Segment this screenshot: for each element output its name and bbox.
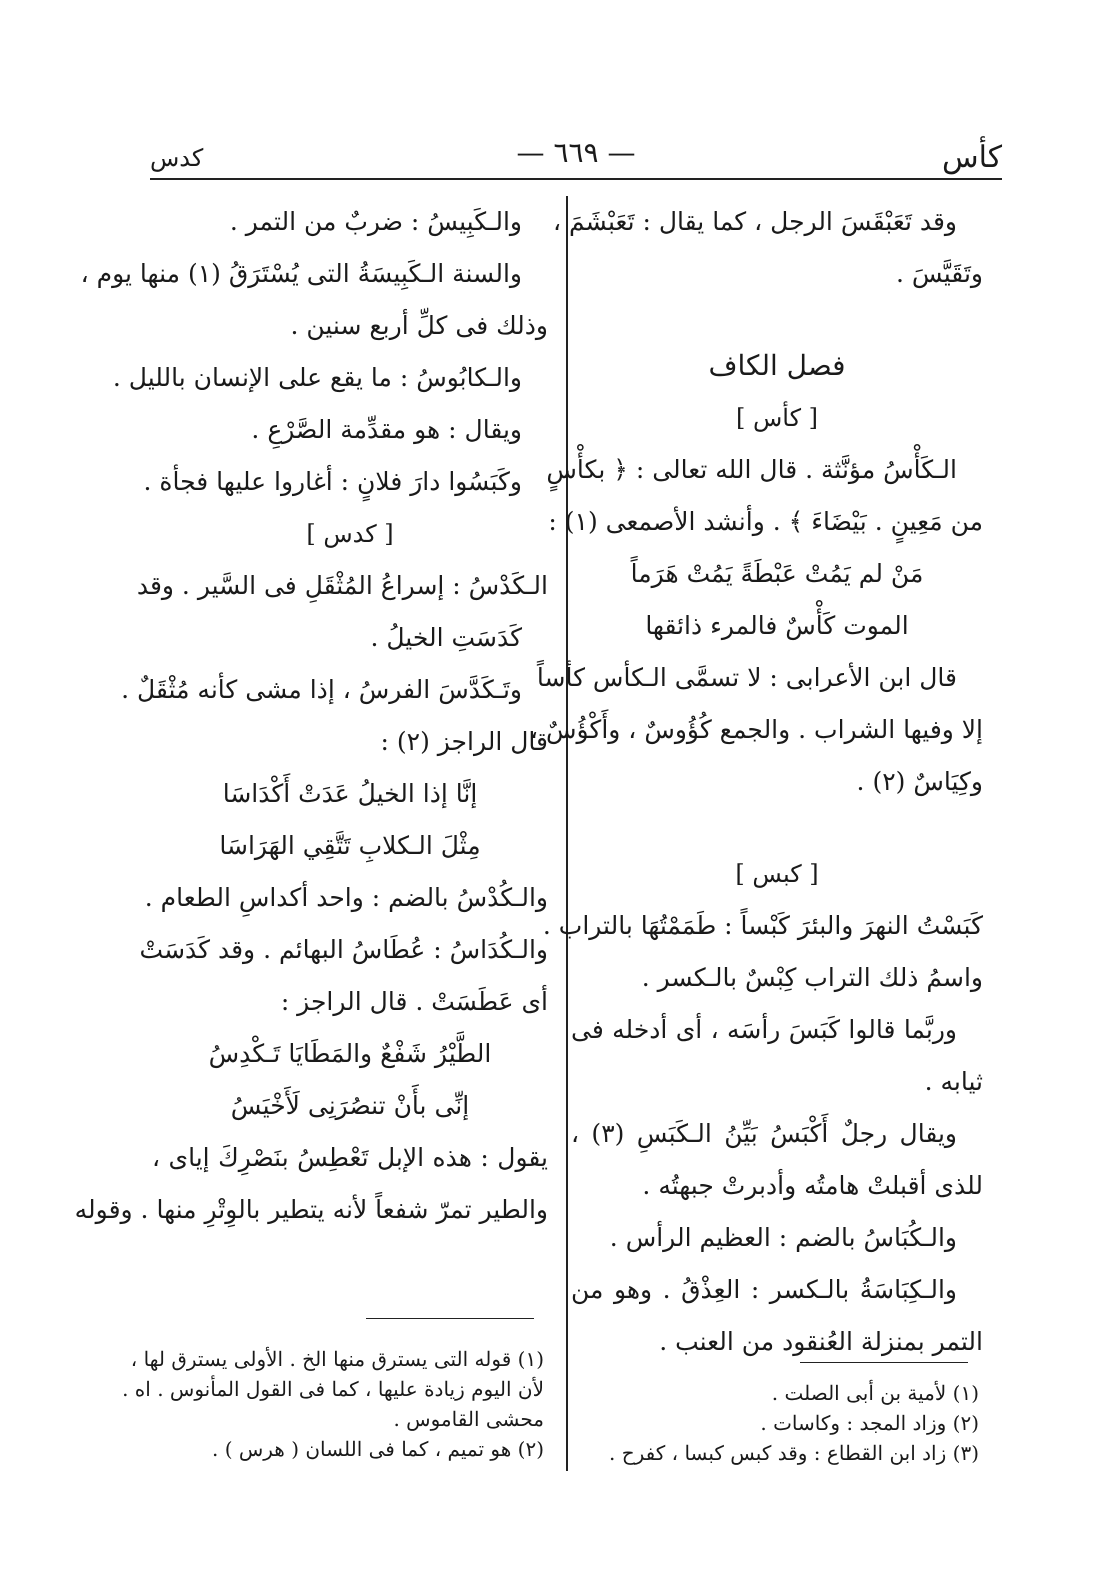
- text-line: وتَـكَدَّسَ الفرسُ ، إذا مشى كأنه مُثْقَلٌ .: [121, 675, 522, 704]
- footnote: لأن اليوم زيادة عليها ، كما فى القول المأنوس . اه .: [122, 1377, 544, 1401]
- spacer: [571, 808, 983, 848]
- text-line: والـكُدْسُ بالضم : واحد أكداسِ الطعام .: [144, 883, 548, 912]
- footnote: محشى القاموس .: [393, 1407, 544, 1431]
- entry-heading: [ كبس ]: [735, 860, 819, 888]
- text-line: يقول : هذه الإبل تَعْطِسُ بنَصْرِكَ إياى ،: [152, 1143, 548, 1172]
- footnote: (٣) زاد ابن القطاع : وقد كبس كبسا ، كفرح .: [608, 1441, 979, 1465]
- text-line: والـكَبِيسُ : ضربٌ من التمر .: [229, 207, 522, 236]
- footnote-rule: [366, 1318, 534, 1319]
- text-line: أى عَطَسَتْ . قال الراجز :: [280, 987, 548, 1016]
- footnote: (١) لأمية بن أبى الصلت .: [771, 1381, 979, 1405]
- text-line: إلا وفيها الشراب . والجمع كُؤُوسٌ ، وأَكْؤُسٌ ،: [529, 715, 983, 744]
- text-line: وكِيَاسٌ (٢) .: [856, 767, 983, 796]
- header-left-word: كدس: [150, 144, 204, 172]
- column-divider: [566, 196, 568, 1471]
- text-line: والطير تمرّ شفعاً لأنه يتطير بالوِتْرِ منها . وقوله: [74, 1195, 548, 1224]
- footnote-rule: [800, 1362, 968, 1363]
- right-column: [529, 196, 983, 1368]
- text-line: وتَقَيَّسَ .: [896, 259, 983, 288]
- text-line: والـكُبَاسُ بالضم : العظيم الرأس .: [609, 1223, 957, 1252]
- text-line: قال الراجز (٢) :: [380, 727, 548, 756]
- text-line: والـكِبَاسَةُ بالـكسر : العِذْقُ . وهو من: [571, 1275, 957, 1304]
- verse-line: إنِّى بأَنْ تنصُرَنِى لَأَخْيَسُ: [230, 1091, 470, 1120]
- text-line: من مَعِينٍ . بَيْضَاءَ ﴾ . وأنشد الأصمعى (١) :: [548, 507, 983, 536]
- verse-line: مِثْلَ الـكلابِ تَتَّقِي الهَرَاسَا: [219, 831, 481, 860]
- verse-line: إنَّا إذا الخيلُ عَدَتْ أَكْدَاسَا: [222, 779, 478, 808]
- header-right-word: كأس: [941, 140, 1002, 175]
- text-line: والسنة الـكَبِيسَةُ التى يُسْتَرَقُ (١) منها يوم ،: [80, 259, 522, 288]
- text-line: واسمُ ذلك التراب كِبْسٌ بالـكسر .: [641, 963, 983, 992]
- left-column: [74, 196, 548, 1236]
- verse-line: الطَّيْرُ شَفْعٌ والمَطَايَا تَـكْدِسُ: [208, 1039, 492, 1068]
- page-header: [150, 136, 1002, 176]
- text-line: الـكَأْسُ مؤنَّثة . قال الله تعالى : ﴿ بكأْسٍ: [546, 455, 957, 484]
- text-line: قال ابن الأعرابى : لا تسمَّى الـكأس كأساً: [536, 663, 957, 692]
- text-line: وذلك فى كلِّ أربع سنين .: [290, 311, 548, 340]
- text-line: والـكابُوسُ : ما يقع على الإنسان بالليل .: [112, 363, 522, 392]
- footnote: (١) قوله التى يسترق منها الخ . الأولى يسترق لها ،: [130, 1347, 544, 1371]
- section-title: فصل الكاف: [708, 349, 846, 382]
- verse-line: الموت كَأْسٌ فالمرء ذائقها: [645, 611, 909, 640]
- left-footnotes: [122, 1344, 544, 1464]
- spacer: [571, 300, 983, 340]
- text-line: التمر بمنزلة العُنقود من العنب .: [659, 1327, 983, 1356]
- text-line: ويقال رجلٌ أَكْبَسُ بَيِّنُ الـكَبَسِ (٣) ،: [571, 1119, 957, 1148]
- text-line: وكَبَسُوا دارَ فلانٍ : أغاروا عليها فجأة .: [143, 467, 522, 496]
- text-line: والـكُدَاسُ : عُطَاسُ البهائم . وقد كَدَسَتْ: [139, 935, 548, 964]
- header-rule: [150, 178, 1002, 180]
- footnote: (٢) وزاد المجد : وكاسات .: [760, 1411, 979, 1435]
- text-line: وربَّما قالوا كَبَسَ رأسَه ، أى أدخله فى: [571, 1015, 957, 1044]
- text-line: وقد تَعَبْقَسَ الرجل ، كما يقال : تَعَبْشَمَ ،: [553, 207, 957, 236]
- right-footnotes: [579, 1378, 979, 1468]
- page-number: — ٦٦٩ —: [516, 136, 636, 169]
- text-line: للذى أقبلتْ هامتُه وأدبرتْ جبهتُه .: [642, 1171, 983, 1200]
- text-line: ويقال : هو مقدِّمة الصَّرْعِ .: [251, 415, 522, 444]
- text-line: كَدَسَتِ الخيلُ .: [370, 623, 522, 652]
- text-line: كَبَسْتُ النهرَ والبئرَ كَبْساً : طَمَمْتُهَا بالتراب .: [542, 911, 983, 940]
- entry-heading: [ كدس ]: [306, 520, 394, 548]
- verse-line: مَنْ لم يَمُتْ عَبْطَةً يَمُتْ هَرَماً: [630, 559, 924, 588]
- text-line: ثيابه .: [924, 1067, 983, 1096]
- entry-heading: [ كأس ]: [735, 404, 819, 432]
- footnote: (٢) هو تميم ، كما فى اللسان ( هرس ) .: [211, 1437, 544, 1461]
- text-line: الـكَدْسُ : إسراعُ المُثْقَلِ فى السَّير . وقد: [136, 571, 548, 600]
